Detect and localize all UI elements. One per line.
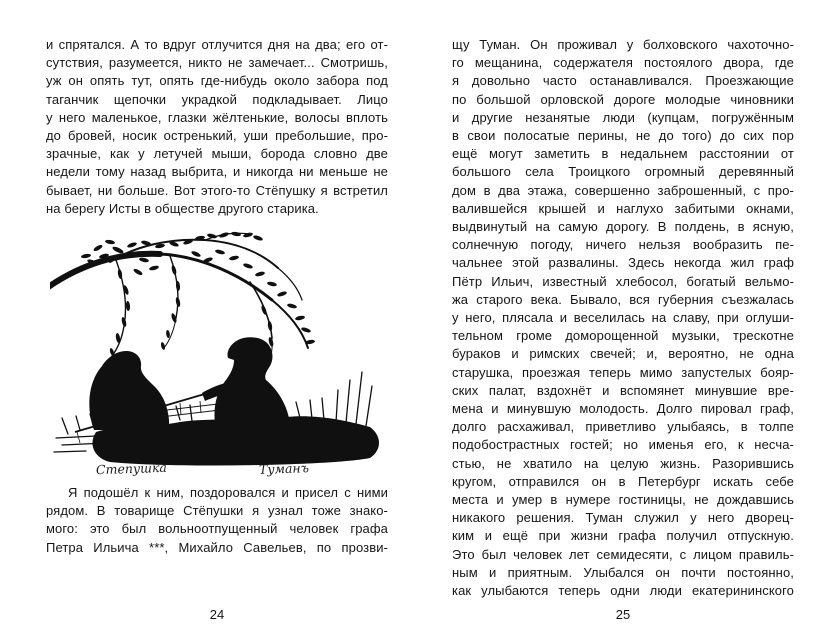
text-line: старушка, проезжая теперь мимо запустелых бояр- bbox=[452, 364, 794, 380]
text-line: подобострастных гостей; но именья его, к несча- bbox=[452, 437, 794, 453]
text-line: уж он опять тут, опять где-нибудь около забора под bbox=[46, 73, 388, 89]
text-line: зрачные, как у летучей мыши, борода словно две bbox=[46, 146, 388, 162]
text-line: ещё могут заметить в недальнем расстоянии от bbox=[452, 146, 794, 162]
text-line: Пётр Ильич, известный хлебосол, богатый вельмо- bbox=[452, 273, 794, 289]
text-line: рядом. В товарище Стёпушки я узнал тоже знако- bbox=[46, 503, 388, 519]
leaves bbox=[73, 231, 315, 376]
text-line: и другие незанятые люди (купцам, погружённым bbox=[452, 109, 794, 125]
text-line: по большой орловской дороге молодые чиновники bbox=[452, 91, 794, 107]
text-line: у него маленькое, глазки жёлтенькие, волосы вплоть bbox=[46, 109, 388, 125]
text-line: сутствия, разумеется, никто не замечает... Смотришь, bbox=[46, 55, 388, 71]
text-line: ских палат, вздохнёт и вспомянет минувшие вре- bbox=[452, 382, 794, 398]
text-line: Я подошёл к ним, поздоровался и присел с ними bbox=[68, 485, 388, 501]
text-line: стью, не хватило на целую жизнь. Разорившись bbox=[452, 455, 794, 471]
text-line: Это был человек лет семидесяти, с лицом правиль- bbox=[452, 546, 794, 562]
text-line: бураков и римских свечей; и, вероятно, не одна bbox=[452, 346, 794, 362]
text-line: большого села Троицкого огромный деревянный bbox=[452, 164, 794, 180]
caption-stepushka: Степушка bbox=[95, 459, 168, 478]
figure-stepushka bbox=[89, 351, 169, 430]
text-line: валившейся крышей и наглухо забитыми окнами, bbox=[452, 200, 794, 216]
text-line: в свои полосатые перины, не до того) до сих пор bbox=[452, 128, 794, 144]
text-line: ным и приятным. Улыбался он почти постоянно, bbox=[452, 564, 794, 580]
text-line: бывает, ни больше. Вот этого-то Стёпушку я встретил bbox=[46, 182, 388, 198]
right-paragraph-1 bbox=[452, 36, 794, 600]
text-line: выдвинутый на самую дорогу. В полдень, в ясную, bbox=[452, 219, 794, 235]
text-line: до бровей, носик остренький, уши пребольшие, про- bbox=[46, 128, 388, 144]
caption-tuman: Туманъ bbox=[258, 460, 310, 477]
text-line: и спрятался. А то вдруг отлучится дня на два; его от- bbox=[46, 37, 388, 52]
text-line: дом в два этажа, совершенно заброшенный, с про- bbox=[452, 182, 794, 198]
text-line: на берегу Исты в обществе другого старика. bbox=[46, 200, 319, 216]
text-line: щу Туман. Он проживал у болховского чахоточно- bbox=[452, 37, 794, 52]
page-number-right: 25 bbox=[615, 607, 631, 622]
text-line: ким и ещё при жизни графа получил отпускную. bbox=[452, 528, 794, 544]
page-right bbox=[452, 36, 794, 630]
two-fishermen-silhouette-drawing bbox=[50, 230, 385, 478]
text-line: как улыбаются теперь одни люди екатерининского bbox=[452, 583, 794, 599]
text-line: Петра Ильича ***, Михайло Савельев, по прозви- bbox=[46, 539, 388, 555]
text-line: места и умер в нумере гостиницы, не дождавшись bbox=[452, 492, 794, 508]
text-line: го мещанина, содержателя постоялого двора, где bbox=[452, 55, 794, 71]
fishermen-illustration bbox=[46, 230, 388, 476]
text-line: у него, плясала и веселилась на славу, при оглуши- bbox=[452, 310, 794, 326]
text-line: недели тому назад выбрита, и никогда ни меньше не bbox=[46, 164, 388, 180]
text-line: чальнее этой развалины. Здесь некогда жил граф bbox=[452, 255, 794, 271]
text-line: тельном громе доморощенной музыки, трескотне bbox=[452, 328, 794, 344]
text-line: долго расхаживал, приветливо улыбаясь, в толпе bbox=[452, 419, 794, 435]
text-line: я довольно часто останавливался. Проезжающие bbox=[452, 73, 794, 89]
text-line: мого: это был вольноотпущенный человек графа bbox=[46, 521, 388, 537]
text-line: солнечную погоду, ничего нельзя вообразить пе- bbox=[452, 237, 794, 253]
text-line: кругом, отправился он в Петербург искать себе bbox=[452, 473, 794, 489]
text-line: таганчик щепочки украдкой подкладывает. Лицо bbox=[46, 91, 388, 107]
left-paragraph-1 bbox=[46, 36, 388, 218]
text-line: мена и минувшую молодость. Долго пировал граф, bbox=[452, 401, 794, 417]
text-line: жа старого века. Бывало, вся губерния съезжалась bbox=[452, 291, 794, 307]
page-number-left: 24 bbox=[209, 607, 225, 622]
text-line: никакого решения. Туман служил у него дворец- bbox=[452, 510, 794, 526]
left-paragraph-2 bbox=[46, 484, 388, 557]
page-left bbox=[46, 36, 388, 630]
